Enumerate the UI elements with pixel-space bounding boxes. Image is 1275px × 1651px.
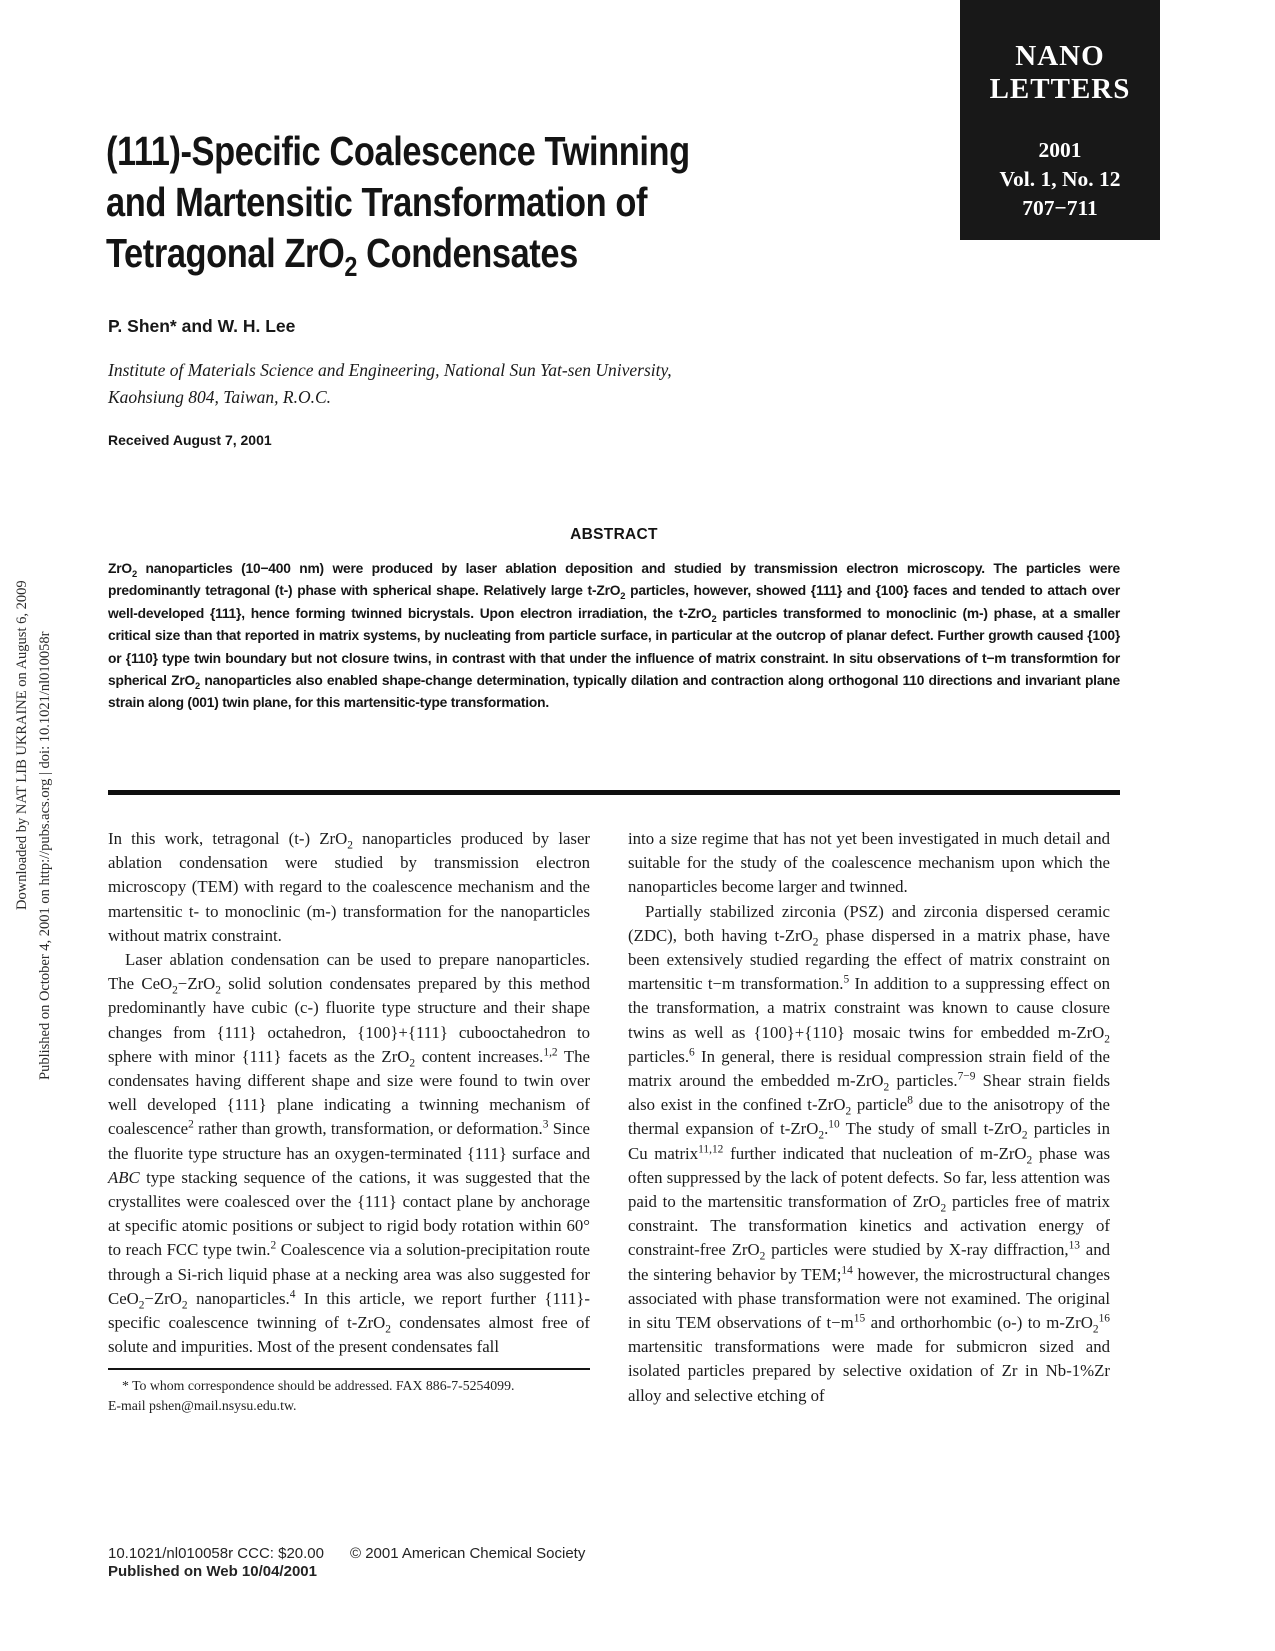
journal-volume: Vol. 1, No. 12 [999, 167, 1121, 191]
body-column-right [628, 827, 1110, 1408]
footer-copyright: © 2001 American Chemical Society [350, 1545, 586, 1562]
footnote-line: E-mail pshen@mail.nsysu.edu.tw. [108, 1397, 297, 1413]
page-title-line: (111)-Specific Coalescence Twinning [106, 128, 690, 174]
footnote-rule [108, 1368, 590, 1370]
journal-issue-info [960, 136, 1160, 223]
authors: P. Shen* and W. H. Lee [108, 316, 296, 336]
affiliation [108, 357, 672, 411]
sidebar-watermark-published: Published on October 4, 2001 on http://pubs.acs.org | doi: 10.1021/nl010058r [37, 631, 53, 1080]
footer-published-web: Published on Web 10/04/2001 [108, 1563, 317, 1580]
footer-doi-ccc: 10.1021/nl010058r CCC: $20.00 [108, 1545, 324, 1562]
body-paragraph: In this work, tetragonal (t-) ZrO$_2$ nanoparticles produced by laser ablation condensation were studied by transmission electron microscopy (TEM) with regard to the coalescence mechanism and the martensitic t- to monoclinic (m-) transformation for the nanoparticles without matrix constraint. [108, 829, 590, 945]
journal-name-line2: LETTERS [989, 73, 1131, 105]
journal-name [960, 0, 1160, 106]
journal-pages: 707−711 [1022, 196, 1098, 220]
body-paragraph: into a size regime that has not yet been investigated in much detail and suitable for the study of the coalescence mechanism upon which the nanoparticles become larger and twinned. [628, 829, 1110, 897]
right-paragraphs [628, 827, 1110, 1408]
page-title-line: and Martensitic Transformation of [106, 179, 648, 225]
abstract-heading: ABSTRACT [570, 526, 658, 543]
journal-masthead-box [960, 0, 1160, 240]
affiliation-line: Kaohsiung 804, Taiwan, R.O.C. [108, 387, 332, 407]
correspondence-footnote [108, 1376, 590, 1415]
footnote-line: * To whom correspondence should be addressed. FAX 886-7-5254099. [122, 1378, 515, 1394]
journal-name-line1: NANO [1015, 40, 1105, 72]
affiliation-line: Institute of Materials Science and Engineering, National Sun Yat-sen University, [108, 360, 672, 380]
body-column-left [108, 827, 590, 1415]
left-paragraphs [108, 827, 590, 1359]
journal-year: 2001 [1038, 138, 1082, 162]
page-footer [108, 1545, 585, 1580]
body-paragraph: Partially stabilized zirconia (PSZ) and zirconia dispersed ceramic (ZDC), both having t-ZrO$_2$ phase dispersed in a matrix phase, have been extensively studied regarding the effect of matrix constraint on martensitic t−m transformation.$^5$ In addition to a suppressing effect on the transformation, a matrix constraint was known to cause closure twins as well as {100}+{110} mosaic twins for embedded m-ZrO$_2$ particles.$^6$ In general, there is residual compression strain field of the matrix around the embedded m-ZrO$_2$ particles.$^{7-9}$ Shear strain fields also exist in the confined t-ZrO$_2$ particle$^8$ due to the anisotropy of the thermal expansion of t-ZrO$_2$.$^{10}$ The study of small t-ZrO$_2$ particles in Cu matrix$^{11,12}$ further indicated that nucleation of m-ZrO$_2$ phase was often suppressed by the lack of potent defects. So far, less attention was paid to the martensitic transformation of ZrO$_2$ particles free of matrix constraint. The transformation kinetics and activation energy of constraint-free ZrO$_2$ particles were studied by X-ray diffraction,$^{13}$ and the sintering behavior by TEM;$^{14}$ however, the microstructural changes associated with phase transformation were not examined. The original in situ TEM observations of $t-m^{15}$ and orthorhombic (o-) to m-ZrO$_2^{16}$ martensitic transformations were made for submicron sized and isolated particles prepared by selective oxidation of Zr in Nb-1%Zr alloy and selective etching of [628, 901, 1110, 1405]
page-title [106, 126, 801, 283]
footer-row-1 [108, 1545, 585, 1562]
abstract-text: ZrO$_2$ nanoparticles (10−400 nm) were produced by laser ablation deposition and studied by transmission electron microscopy. The particles were predominantly tetragonal (t-) phase with spherical shape. Relatively large t-ZrO$_2$ particles, however, showed {111} and {100} faces and tended to attach over well-developed {111}, hence forming twinned bicrystals. Upon electron irradiation, the t-ZrO$_2$ particles transformed to monoclinic (m-) phase, at a smaller critical size than that reported in matrix systems, by nucleating from particle surface, in particular at the outcrop of planar defect. Further growth caused {100} or {110} type twin boundary but not closure twins, in contrast with that under the influence of matrix constraint. In situ observations of t−m transformtion for spherical ZrO$_2$ nanoparticles also enabled shape-change determination, typically dilation and contraction along orthogonal 110 directions and invariant plane strain along (001) twin plane, for this martensitic-type transformation. [108, 561, 1121, 711]
received-date: Received August 7, 2001 [108, 432, 272, 448]
body-paragraph: Laser ablation condensation can be used to prepare nanoparticles. The CeO$_2$−ZrO$_2$ solid solution condensates prepared by this method predominantly have cubic (c-) fluorite type structure and their shape changes from {111} octahedron, {100}+{111} cubooctahedron to sphere with minor {111} facets as the ZrO$_2$ content increases.$^{1,2}$ The condensates having different shape and size were found to twin over well developed {111} plane indicating a twinning mechanism of coalescence$^2$ rather than growth, transformation, or deformation.$^3$ Since the fluorite type structure has an oxygen-terminated {111} surface and ABC type stacking sequence of the cations, it was suggested that the crystallites were coalesced over the {111} contact plane by anchorage at specific atomic positions or subject to rigid body rotation within 60° to reach FCC type twin.$^2$ Coalescence via a solution-precipitation route through a Si-rich liquid phase at a necking area was also suggested for CeO$_2$−ZrO$_2$ nanoparticles.$^4$ In this article, we report further {111}-specific coalescence twinning of t-ZrO$_2$ condensates almost free of solute and impurities. Most of the present condensates fall [108, 950, 591, 1357]
section-divider-rule [108, 790, 1120, 795]
sidebar-watermark-downloaded: Downloaded by NAT LIB UKRAINE on August 6, 2009 [14, 580, 30, 910]
page-title-line: Tetragonal ZrO$_2$ Condensates [106, 230, 578, 283]
